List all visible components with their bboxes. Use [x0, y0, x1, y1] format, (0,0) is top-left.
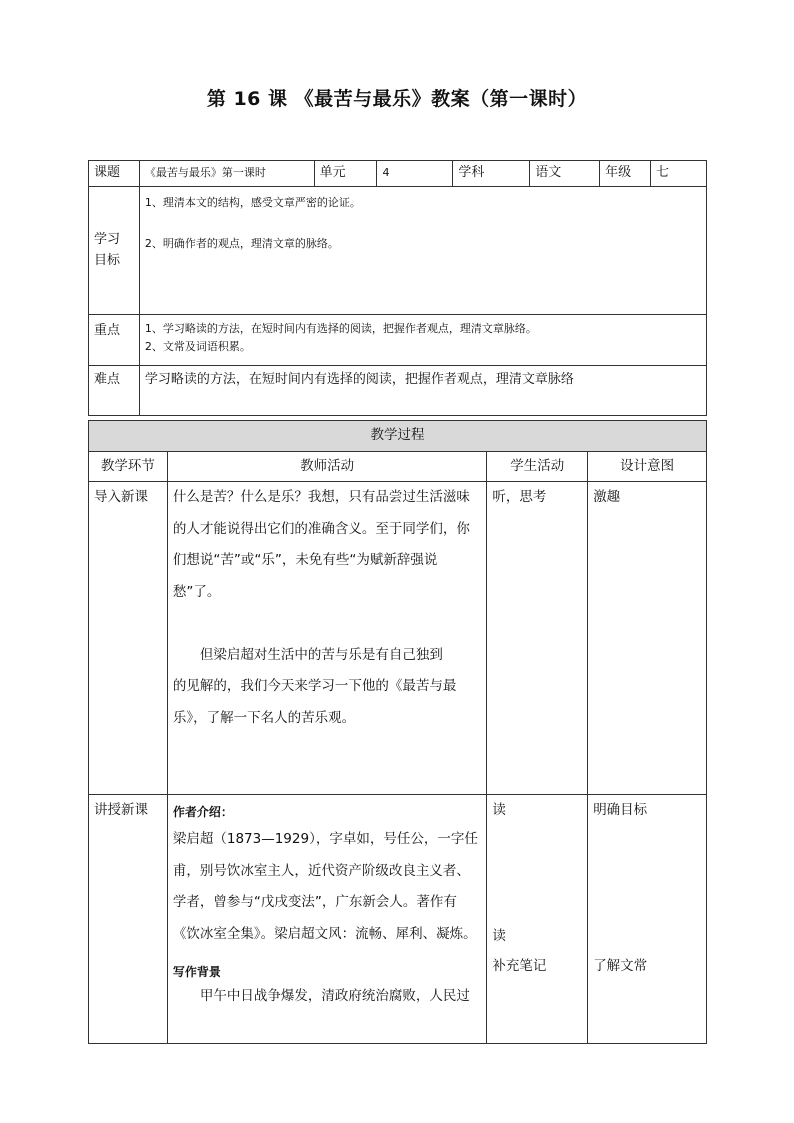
- difficult-content: 学习略读的方法，在短时间内有选择的阅读，把握作者观点，理清文章脉络: [139, 366, 706, 416]
- background-text-line: 甲午中日战争爆发，清政府统治腐败，人民过: [172, 988, 470, 1004]
- intro-text-line: 的见解的，我们今天来学习一下他的《最苦与最: [172, 678, 457, 694]
- goals-label: [89, 187, 140, 315]
- author-text-line: 学者，曾参与“戊戌变法”，广东新会人。著作有: [172, 894, 457, 910]
- key-item: 2、文常及词语积累。: [144, 340, 251, 354]
- process-row-intro: [89, 482, 707, 795]
- key-label: 重点: [89, 315, 140, 366]
- grade-label: 年级: [600, 161, 651, 187]
- goal-item: 1、理清本文的结构，感受文章严密的论证。: [144, 196, 361, 209]
- header-student: 学生活动: [487, 452, 588, 482]
- lesson-info-table: [88, 160, 707, 416]
- topic-value: 《最苦与最乐》第一课时: [139, 161, 314, 187]
- subject-value: 语文: [530, 161, 600, 187]
- goals-label-line-1: 学习: [94, 231, 121, 247]
- goals-label-line-2: 目标: [94, 252, 121, 268]
- subject-label: 学科: [453, 161, 530, 187]
- author-heading: 作者介绍：: [172, 805, 233, 819]
- author-text-line: 梁启超（1873—1929），字卓如，号任公，一字任: [172, 831, 478, 847]
- process-header-row: [89, 452, 707, 482]
- info-row-goals: [89, 187, 707, 315]
- goal-item: 2、明确作者的观点，理清文章的脉络。: [144, 237, 339, 251]
- author-text-line: 《饮冰室全集》。梁启超文风：流畅、犀利、凝炼。: [172, 925, 477, 942]
- unit-value: 4: [377, 161, 453, 187]
- process-row-lecture: [89, 795, 707, 1044]
- header-stage: 教学环节: [89, 452, 168, 482]
- lecture-teacher-activity: [167, 795, 486, 1044]
- intro-teacher-activity: [167, 482, 486, 795]
- goals-content: [139, 187, 706, 315]
- teaching-process-table: [88, 420, 707, 1044]
- lecture-student-activity: [487, 795, 588, 1044]
- student-read: 读: [492, 927, 506, 944]
- lecture-design-intent: [588, 795, 707, 1044]
- document-title: 第 16 课 《最苦与最乐》教案（第一课时）: [206, 88, 588, 110]
- intro-stage: 导入新课: [89, 482, 168, 795]
- student-notes: 补充笔记: [492, 958, 547, 975]
- background-heading: 写作背景: [172, 965, 221, 979]
- intro-text-line: [173, 608, 481, 640]
- topic-label: 课题: [89, 161, 140, 187]
- key-content: [139, 315, 706, 366]
- key-item: 1、学习略读的方法，在短时间内有选择的阅读，把握作者观点，理清文章脉络。: [144, 322, 537, 335]
- intro-design-intent: 激趣: [588, 482, 707, 795]
- intro-text-line: 们想说“苦”或“乐”，未免有些“为赋新辞强说: [172, 552, 438, 568]
- intro-text-line: 什么是苦？什么是乐？我想，只有品尝过生活滋味: [172, 489, 470, 505]
- info-row-key: [89, 315, 707, 366]
- difficult-label: 难点: [89, 366, 140, 416]
- intro-student-activity: 听，思考: [487, 482, 588, 795]
- process-band-title: 教学过程: [89, 421, 707, 452]
- intro-text-line: 的人才能说得出它们的准确含义。至于同学们，你: [172, 520, 470, 537]
- intent-goal: 明确目标: [593, 802, 648, 818]
- intent-common: 了解文常: [593, 957, 648, 974]
- intro-text-line: 乐》，了解一下名人的苦乐观。: [172, 709, 356, 726]
- intro-text-line: 愁”了。: [172, 583, 221, 600]
- student-read: 读: [492, 802, 506, 818]
- info-row-topic: [89, 161, 707, 187]
- process-band-row: [89, 421, 707, 452]
- header-intent: 设计意图: [588, 452, 707, 482]
- lecture-stage: 讲授新课: [89, 795, 168, 1044]
- author-text-line: 甫，别号饮冰室主人，近代资产阶级改良主义者、: [172, 862, 470, 879]
- unit-label: 单元: [314, 161, 377, 187]
- header-teacher: 教师活动: [167, 452, 486, 482]
- intro-text-line: 但梁启超对生活中的苦与乐是有自己独到: [172, 646, 443, 663]
- info-row-difficult: [89, 366, 707, 416]
- grade-value: 七: [651, 161, 707, 187]
